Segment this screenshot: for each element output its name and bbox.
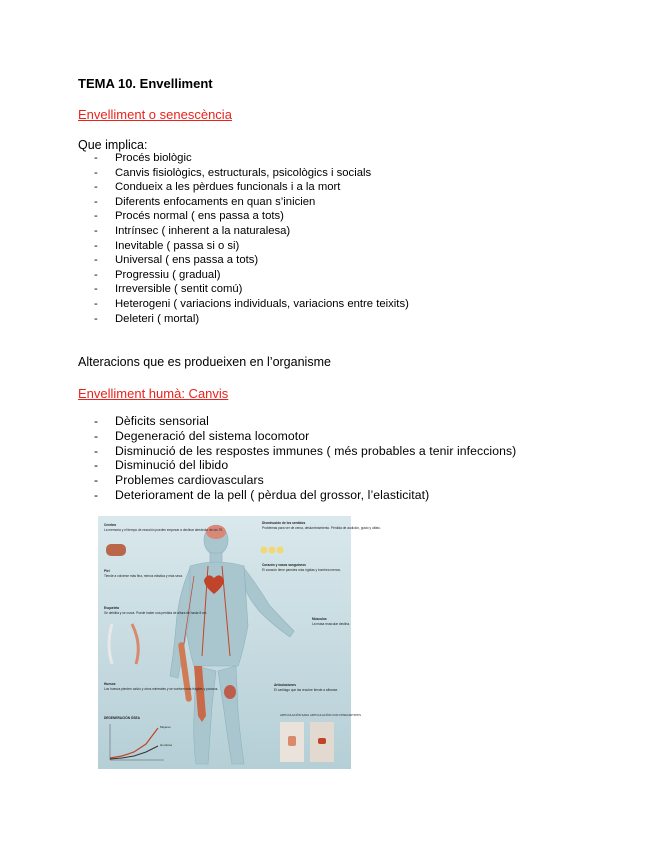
list-item: - Dèficits sensorial — [94, 414, 516, 429]
implies-list — [94, 151, 409, 326]
lightbulb-icon — [261, 547, 284, 554]
aging-body-illustration — [98, 516, 381, 769]
list-item: - Disminució del libido — [94, 458, 516, 473]
label-title: Huesos — [104, 682, 116, 686]
label-text: La memoria y el tiempo de reacción pueden empezar a declinar alrededor de los 70. — [104, 528, 224, 532]
page-title: TEMA 10. Envelliment — [78, 76, 213, 91]
chart-series-label: Mujeres — [160, 725, 171, 729]
list-item: - Degeneració del sistema locomotor — [94, 429, 516, 444]
list-item: - Inevitable ( passa si o si) — [94, 239, 409, 254]
section-heading-senescence: Envelliment o senescència — [78, 107, 232, 122]
list-item: - Deteriorament de la pell ( pèrdua del grossor, l’elasticitat) — [94, 488, 516, 503]
label-title: Corazón y vasos sanguíneos — [262, 563, 306, 567]
list-item: - Progressiu ( gradual) — [94, 268, 409, 283]
section-heading-human-aging: Envelliment humà: Canvis — [78, 386, 229, 401]
label-text: El cartílago que las recubre tiende a afinarse. — [274, 688, 339, 692]
chart-caption: DEGENERACIÓN ÓSEA — [104, 716, 140, 720]
list-item: - Diferents enfocaments en quan s’inicien — [94, 195, 409, 210]
label-title: Disminución de los sentidos — [262, 521, 306, 525]
chart-series-label: Hombres — [160, 743, 173, 747]
label-title: Cerebro — [104, 523, 117, 527]
list-item: - Deleteri ( mortal) — [94, 312, 409, 327]
label-title: Músculos — [312, 617, 327, 621]
label-text: El corazón tiene paredes más rígidas y bombea menos. — [262, 568, 341, 572]
label-title: Esqueleto — [104, 606, 120, 610]
label-text: Se debilita y se curva. Puede haber una pérdida de altura de hasta 8 cm. — [104, 611, 208, 615]
changes-list — [94, 414, 516, 503]
list-item: - Condueix a les pèrdues funcionals i a la mort — [94, 180, 409, 195]
list-item: - Irreversible ( sentit comú) — [94, 282, 409, 297]
list-item: - Disminució de les respostes immunes ( més probables a tenir infeccions) — [94, 444, 516, 459]
joint-label: ARTICULACIÓN SANA — [280, 713, 310, 717]
label-text: Problemas para ver de cerca, deslumbramiento. Pérdida de audición, gusto y olfato. — [262, 526, 381, 530]
list-item: - Procés biològic — [94, 151, 409, 166]
label-text: Los huesos pierden calcio y otros minerales y se vuelven más frágiles y porosos. — [104, 687, 219, 691]
list-item: - Problemes cardiovasculars — [94, 473, 516, 488]
intro-text: Que implica: — [78, 138, 148, 152]
brain-icon — [106, 544, 126, 556]
joint-label: ARTICULACIÓN CON OSTEOARTRITIS — [310, 713, 362, 717]
list-item: - Canvis fisiològics, estructurals, psicològics i socials — [94, 166, 409, 181]
label-title: Articulaciones — [274, 683, 296, 687]
list-item: - Procés normal ( ens passa a tots) — [94, 209, 409, 224]
label-title: Piel — [104, 569, 110, 573]
knee-highlight — [224, 685, 236, 699]
alterations-text: Alteracions que es produeixen en l’organisme — [78, 355, 331, 369]
label-text: La masa muscular declina. — [312, 622, 350, 626]
label-text: Tiende a volverse más fina, menos elástica y más seca. — [104, 574, 183, 578]
list-item: - Universal ( ens passa a tots) — [94, 253, 409, 268]
list-item: - Intrínsec ( inherent a la naturalesa) — [94, 224, 409, 239]
list-item: - Heterogeni ( variacions individuals, variacions entre teixits) — [94, 297, 409, 312]
